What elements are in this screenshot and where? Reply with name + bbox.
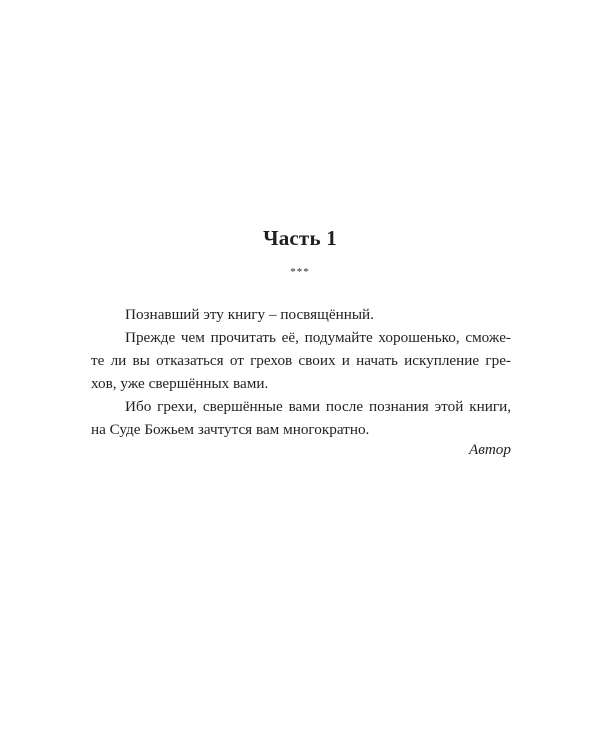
- chapter-title: Часть 1: [263, 226, 337, 250]
- paragraph-1-line-1: Познавший эту книгу – посвящённый.: [125, 306, 374, 323]
- paragraph-2-line-3: хов, уже свершённых вами.: [91, 375, 269, 392]
- body-text: [91, 303, 511, 441]
- paragraph-3-line-1: Ибо грехи, свершённые вами после познания этой книги,: [125, 398, 511, 415]
- section-divider: ***: [290, 266, 310, 278]
- paragraph-2-line-1: Прежде чем прочитать её, подумайте хорошенько, сможе-: [125, 329, 511, 346]
- paragraph-3-line-2: на Суде Божьем зачтутся вам многократно.: [91, 421, 370, 438]
- author-signature: Автор: [468, 441, 511, 458]
- paragraph-2-line-2: те ли вы отказаться от грехов своих и начать искупление гре-: [91, 352, 511, 369]
